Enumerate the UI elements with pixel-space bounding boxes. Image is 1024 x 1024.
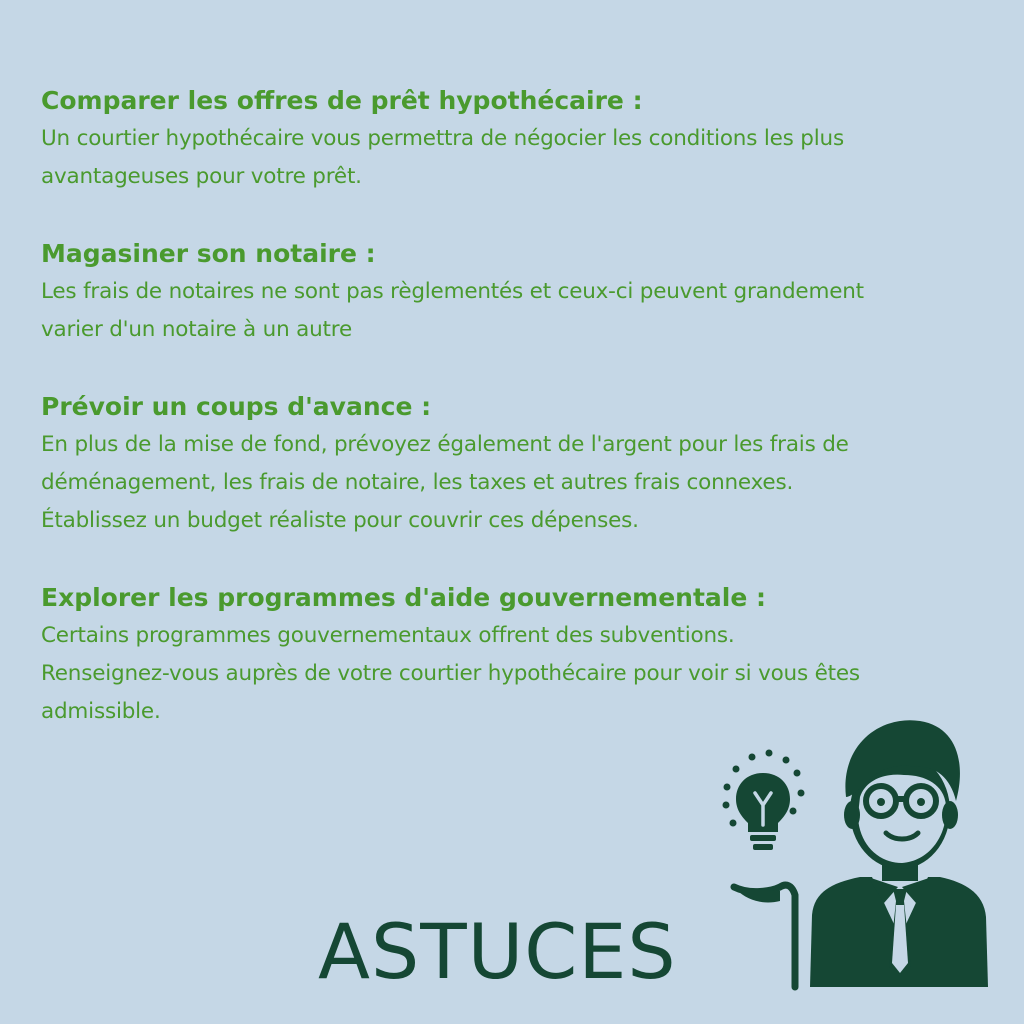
tip-line: Renseignez-vous auprès de votre courtier hypothécaire pour voir si vous êtes bbox=[41, 661, 860, 686]
footer-title: ASTUCES bbox=[318, 907, 677, 996]
tip-compare-loans bbox=[41, 82, 991, 196]
tip-notary bbox=[41, 235, 991, 349]
tip-line: En plus de la mise de fond, prévoyez également de l'argent pour les frais de bbox=[41, 432, 849, 457]
tip-line: déménagement, les frais de notaire, les taxes et autres frais connexes. bbox=[41, 470, 794, 495]
tip-body bbox=[41, 426, 991, 540]
tip-plan-ahead bbox=[41, 388, 991, 540]
tip-body bbox=[41, 273, 991, 349]
tip-title: Magasiner son notaire : bbox=[41, 239, 376, 268]
tip-line: Un courtier hypothécaire vous permettra de négocier les conditions les plus bbox=[41, 126, 844, 151]
tip-body bbox=[41, 120, 991, 196]
tip-line: admissible. bbox=[41, 699, 161, 724]
tip-line: avantageuses pour votre prêt. bbox=[41, 164, 362, 189]
tip-line: Établissez un budget réaliste pour couvrir ces dépenses. bbox=[41, 508, 639, 533]
tip-line: Certains programmes gouvernementaux offrent des subventions. bbox=[41, 623, 735, 648]
tip-title: Comparer les offres de prêt hypothécaire : bbox=[41, 86, 643, 115]
tips-list bbox=[41, 82, 991, 770]
tip-line: varier d'un notaire à un autre bbox=[41, 317, 352, 342]
tip-title: Explorer les programmes d'aide gouvernementale : bbox=[41, 583, 766, 612]
businessman-with-lightbulb-icon bbox=[700, 705, 1000, 995]
tip-title: Prévoir un coups d'avance : bbox=[41, 392, 432, 421]
tip-line: Les frais de notaires ne sont pas règlementés et ceux-ci peuvent grandement bbox=[41, 279, 864, 304]
